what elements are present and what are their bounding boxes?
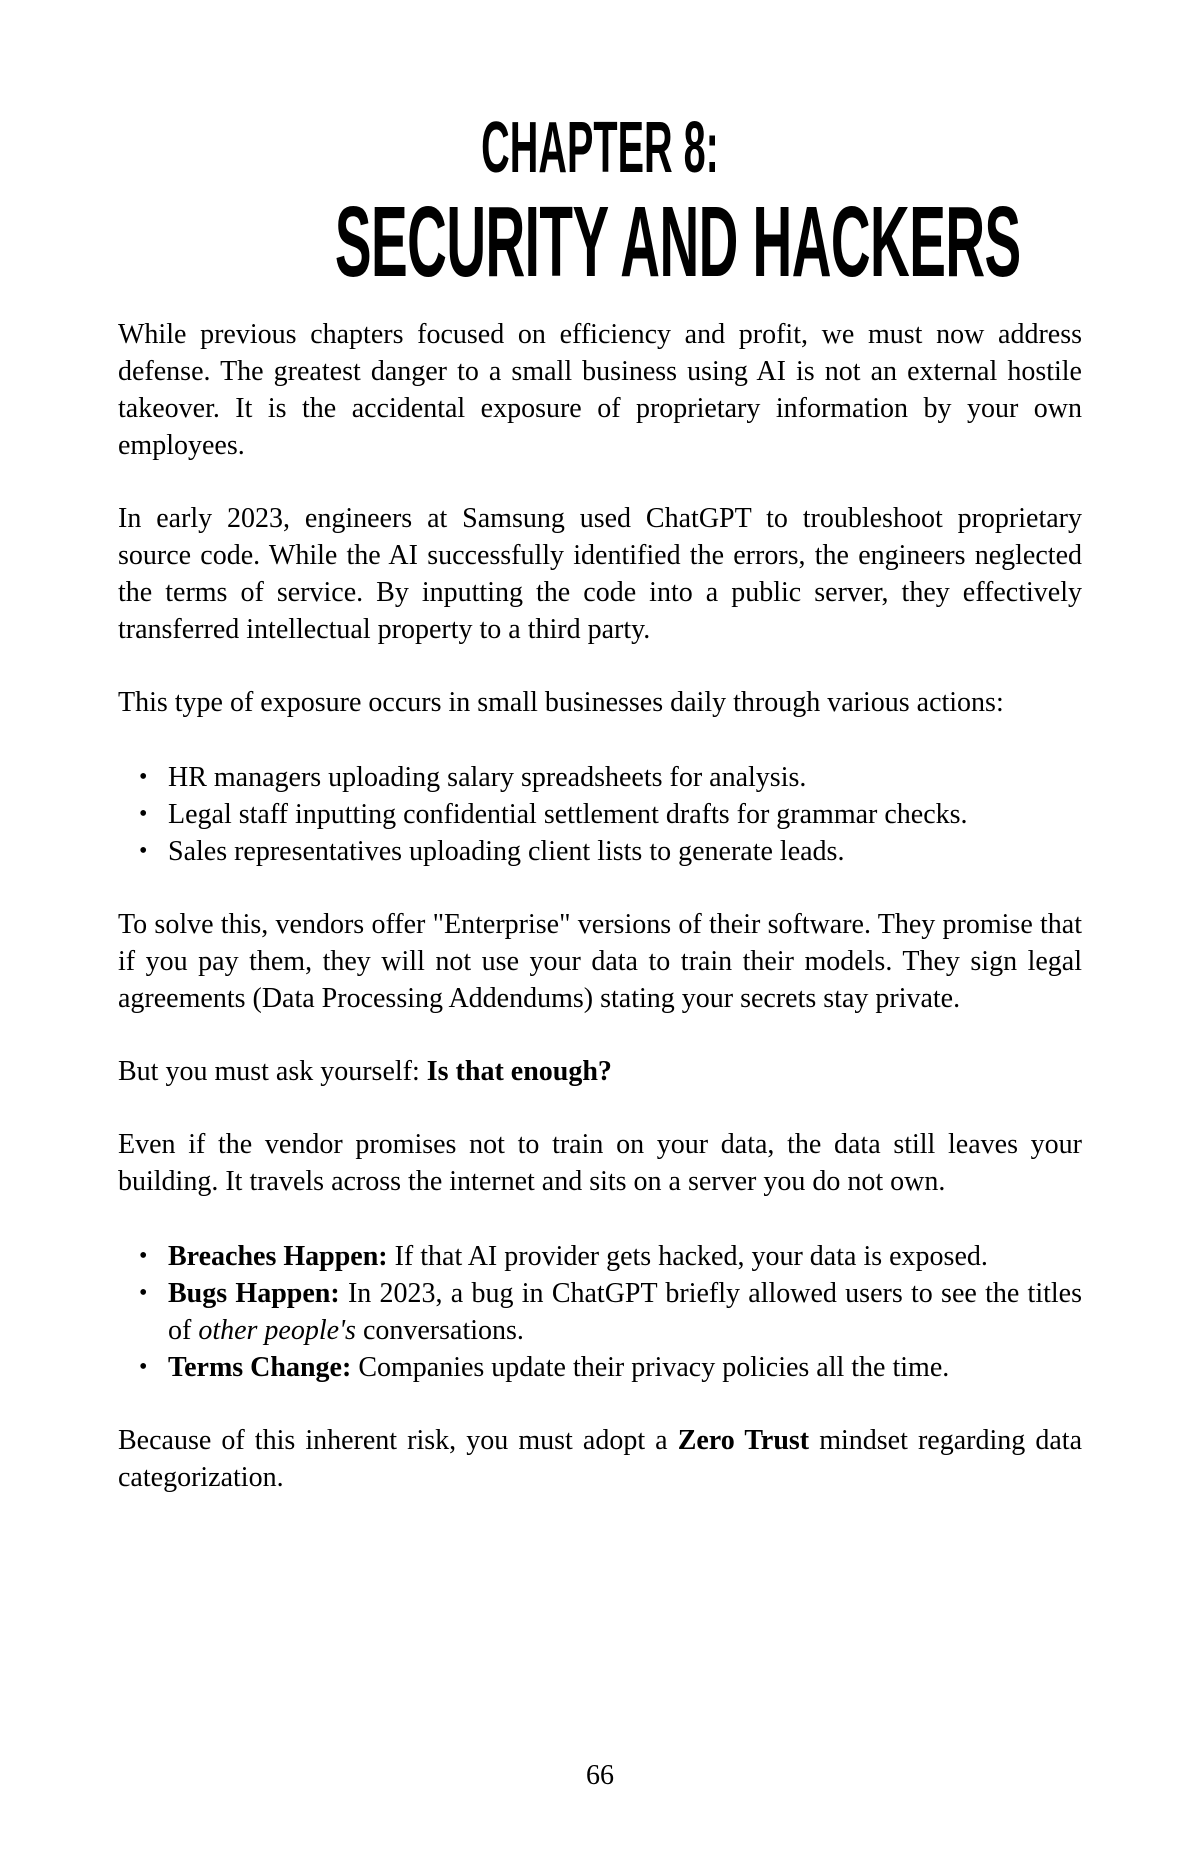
list-item bbox=[118, 1349, 1082, 1386]
chapter-header bbox=[118, 108, 1082, 298]
list-item-text bbox=[168, 1278, 1082, 1346]
paragraph-exposure: This type of exposure occurs in small businesses daily through various actions: bbox=[118, 686, 1004, 718]
bullet-icon: • bbox=[139, 800, 148, 827]
risk-text: If that AI provider gets hacked, your data is exposed. bbox=[387, 1240, 988, 1272]
zero-trust-bold: Zero Trust bbox=[677, 1424, 810, 1456]
risk-text: conversations. bbox=[355, 1314, 524, 1346]
bullet-list-exposure bbox=[118, 759, 1082, 870]
chapter-title: SECURITY AND HACKERS bbox=[334, 185, 1021, 298]
bullet-icon: • bbox=[139, 1279, 148, 1306]
risk-label: Terms Change: bbox=[168, 1351, 352, 1383]
paragraph-data-leaves: Even if the vendor promises not to train on your data, the data still leaves your building. It travels across the internet and sits on a server you do not own. bbox=[118, 1128, 1082, 1197]
risk-text: In 2023, a bug in ChatGPT briefly allowed users to see the titles of bbox=[168, 1277, 1082, 1346]
risk-emphasis: other people's bbox=[198, 1314, 356, 1346]
risk-label: Bugs Happen: bbox=[168, 1277, 340, 1309]
bullet-list-risks bbox=[118, 1238, 1082, 1386]
list-item-text: HR managers uploading salary spreadsheets for analysis. bbox=[168, 761, 807, 793]
list-item bbox=[118, 796, 1082, 833]
bullet-icon: • bbox=[139, 1242, 148, 1269]
bullet-icon: • bbox=[139, 763, 148, 790]
paragraph-question bbox=[118, 1053, 1082, 1090]
zero-trust-text: Because of this inherent risk, you must adopt a bbox=[118, 1424, 678, 1456]
paragraph-intro: While previous chapters focused on efficiency and profit, we must now address defense. The greatest danger to a small business using AI is not an external hostile takeover. It is the accidental exposure of proprietary information by your own employees. bbox=[118, 318, 1082, 461]
bullet-icon: • bbox=[139, 837, 148, 864]
bullet-icon: • bbox=[139, 1353, 148, 1380]
page-number: 66 bbox=[586, 1760, 614, 1791]
risk-label: Breaches Happen: bbox=[168, 1240, 388, 1272]
list-item-text bbox=[168, 1352, 949, 1383]
list-item-text: Legal staff inputting confidential settlement drafts for grammar checks. bbox=[168, 798, 968, 830]
list-item bbox=[118, 1275, 1082, 1349]
zero-trust-text: mindset regarding data categorization. bbox=[118, 1424, 1082, 1493]
list-item-text bbox=[168, 1241, 988, 1272]
list-item-text: Sales representatives uploading client lists to generate leads. bbox=[168, 835, 845, 867]
list-item bbox=[118, 833, 1082, 870]
risk-text: Companies update their privacy policies all the time. bbox=[351, 1351, 950, 1383]
list-item bbox=[118, 1238, 1082, 1275]
question-bold: Is that enough? bbox=[426, 1055, 612, 1087]
paragraph-zero-trust bbox=[118, 1422, 1082, 1496]
chapter-kicker: CHAPTER 8: bbox=[481, 108, 719, 188]
list-item bbox=[118, 759, 1082, 796]
question-text: But you must ask yourself: bbox=[118, 1055, 427, 1087]
paragraph-enterprise: To solve this, vendors offer "Enterprise" versions of their software. They promise that if you pay them, they will not use your data to train their models. They sign legal agreements (Data Processing Addendums) stating your secrets stay private. bbox=[118, 908, 1082, 1014]
chapter-body bbox=[118, 316, 1082, 1496]
paragraph-samsung: In early 2023, engineers at Samsung used ChatGPT to troubleshoot proprietary source code. While the AI successfully identified the errors, the engineers neglected the terms of service. By inputting the code into a public server, they effectively transferred intellectual property to a third party. bbox=[118, 502, 1082, 645]
